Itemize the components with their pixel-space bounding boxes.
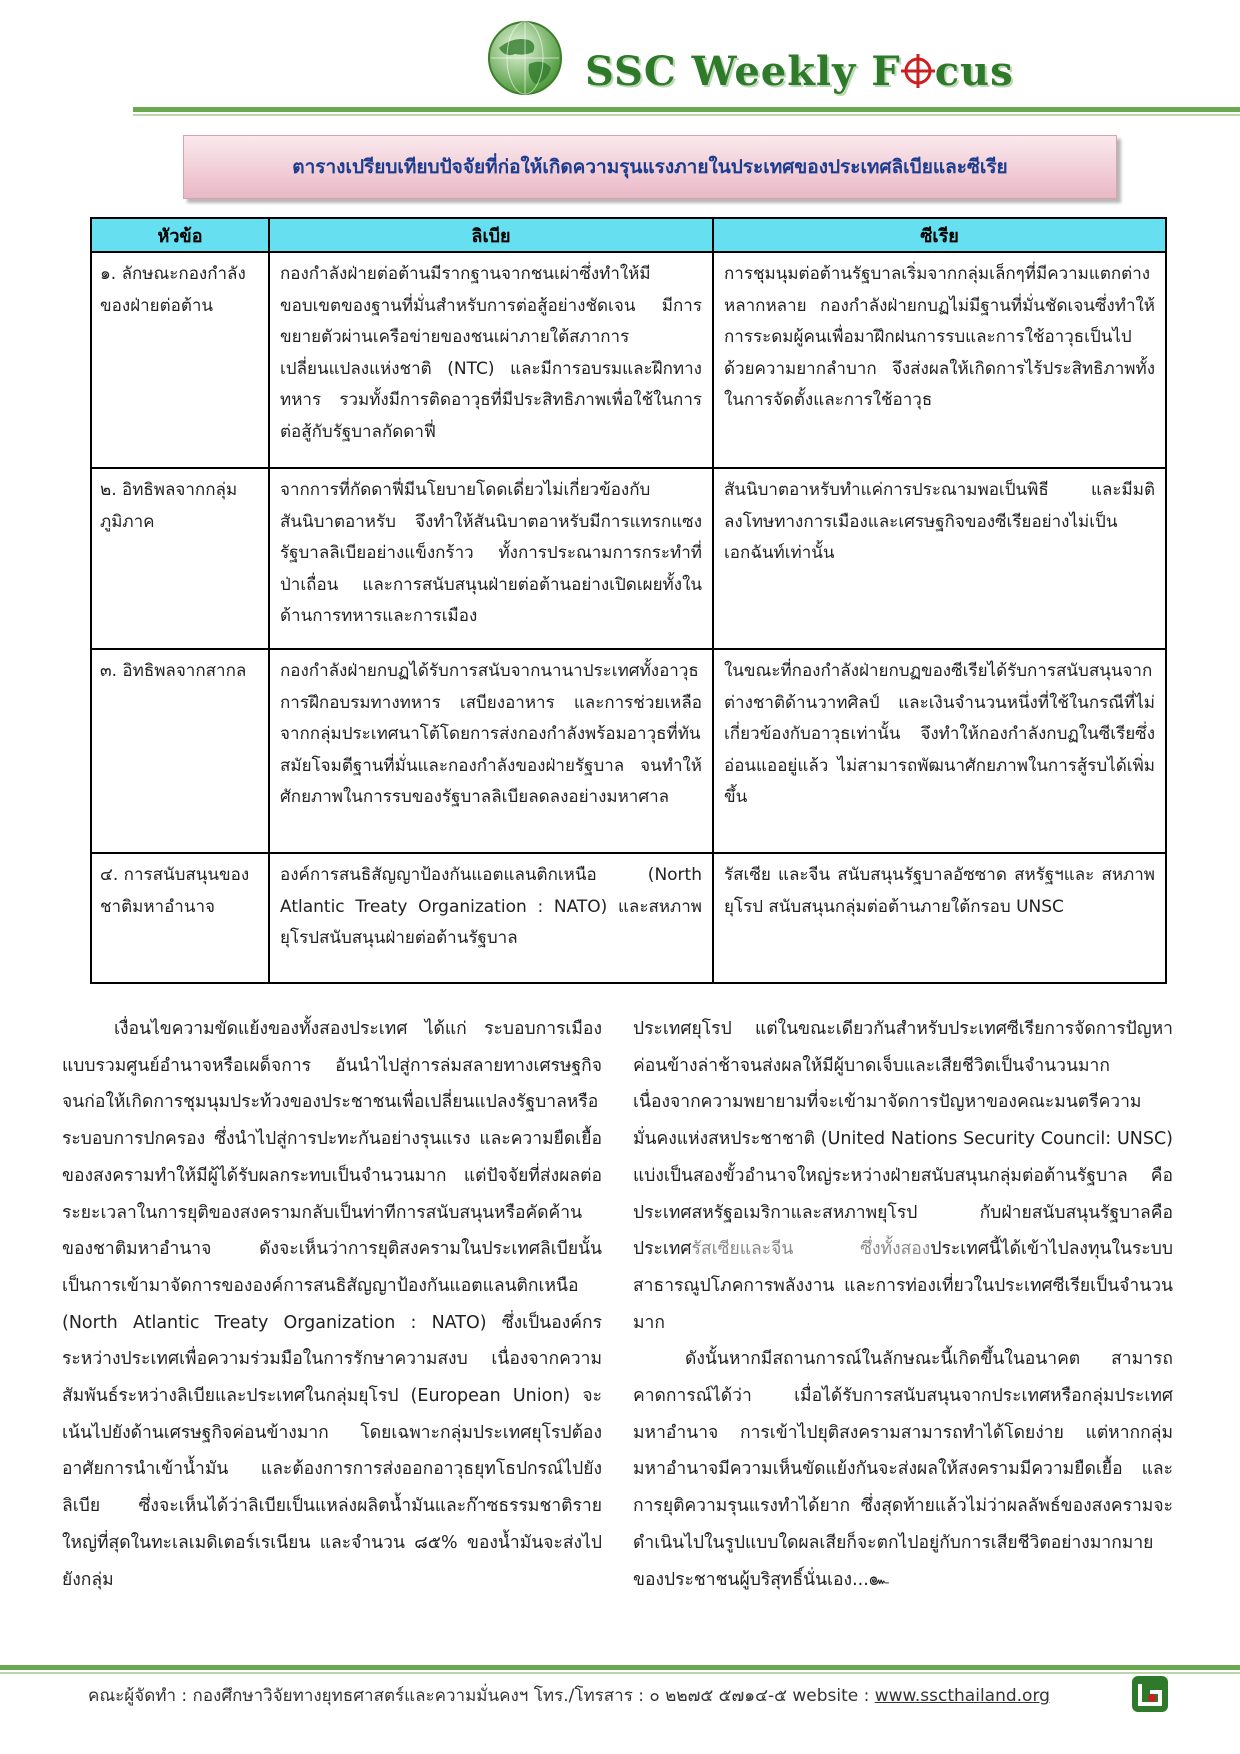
logo-title: SSC Weekly F cus [585, 48, 1014, 95]
footer-credits: คณะผู้จัดทำ : กองศึกษาวิจัยทางยุทธศาสตร์และความมั่นคงฯ โทร./โทรสาร : ๐ ๒๒๗๕ ๕๗๑๔-๕ website : [88, 1686, 875, 1706]
footer [88, 1682, 1128, 1709]
libya-cell: องค์การสนธิสัญญาป้องกันแอตแลนติกเหนือ (North Atlantic Treaty Organization : NATO) และสหภาพยุโรปสนับสนุนฝ่ายต่อต้านรัฐบาล [269, 853, 713, 983]
body-column-left [62, 1011, 602, 1651]
column-header-libya: ลิเบีย [269, 218, 713, 252]
table-row [91, 252, 1166, 468]
page-title: ตารางเปรียบเทียบปัจจัยที่ก่อให้เกิดความรุนแรงภายในประเทศของประเทศลิเบียและซีเรีย [292, 156, 1008, 178]
table-header-row [91, 218, 1166, 252]
body-paragraph: เงื่อนไขความขัดแย้งของทั้งสองประเทศ ได้แก่ ระบอบการเมืองแบบรวมศูนย์อำนาจหรือเผด็จการ อันนำไปสู่การล่มสลายทางเศรษฐกิจ จนก่อให้เกิดการชุมนุมประท้วงของประชาชนเพื่อเปลี่ยนแปลงรัฐบาลหรือระบอบการปกครอง ซึ่งนำไปสู่การปะทะกันอย่างรุนแรง และความยืดเยื้อของสงครามทำให้มีผู้ได้รับผลกระทบเป็นจำนวนมาก แต่ปัจจัยที่ส่งผลต่อระยะเวลาในการยุติของสงครามกลับเป็นท่าทีการสนับสนุนหรือคัดค้านของชาติมหาอำนาจ ดังจะเห็นว่าการยุติสงครามในประเทศลิเบียนั้น เป็นการเข้ามาจัดการขององค์การสนธิสัญญาป้องกันแอตแลนติกเหนือ (North Atlantic Treaty Organization : NATO) ซึ่งเป็นองค์กรระหว่างประเทศเพื่อความร่วมมือในการรักษาความสงบ เนื่องจากความสัมพันธ์ระหว่างลิเบียและประเทศในกลุ่มยุโรป (European Union) จะเน้นไปยังด้านเศรษฐกิจค่อนข้างมาก โดยเฉพาะกลุ่มประเทศยุโรปต้องอาศัยการนำเข้าน้ำมัน และต้องการการส่งออกอาวุธยุทโธปกรณ์ไปยังลิเบีย ซึ่งจะเห็นได้ว่าลิเบียเป็นแหล่งผลิตน้ำมันและก๊าซธรรมชาติรายใหญ่ที่สุดในทะเลเมดิเตอร์เรเนียน และจำนวน ๘๕% ของน้ำมันจะส่งไปยังกลุ่ม [62, 1019, 602, 1590]
highlighted-text: ซึ่งทั้งสอง [860, 1239, 931, 1260]
crosshair-icon [901, 54, 935, 88]
topic-cell: ๒. อิทธิพลจากกลุ่มภูมิภาค [91, 468, 269, 649]
footer-logo-icon [1130, 1674, 1170, 1714]
page-header [0, 0, 1240, 120]
syria-cell: การชุมนุมต่อต้านรัฐบาลเริ่มจากกลุ่มเล็กๆที่มีความแตกต่างหลากหลาย กองกำลังฝ่ายกบฏไม่มีฐานที่มั่นชัดเจนซึ่งทำให้การระดมผู้คนเพื่อมาฝึกฝนการรบและการใช้อาวุธเป็นไปด้วยความยากลำบาก จึงส่งผลให้เกิดการไร้ประสิทธิภาพทั้งในการจัดตั้งและการใช้อาวุธ [713, 252, 1166, 468]
highlighted-text: รัสเซียและจีน [691, 1239, 794, 1260]
libya-cell: จากการที่กัดดาฟี่มีนโยบายโดดเดี่ยวไม่เกี่ยวข้องกับสันนิบาตอาหรับ จึงทำให้สันนิบาตอาหรับมีการแทรกแซงรัฐบาลลิเบียอย่างแข็งกร้าว ทั้งการประณามการกระทำที่ป่าเถื่อน และการสนับสนุนฝ่ายต่อต้านอย่างเปิดเผยทั้งในด้านการทหารและการเมือง [269, 468, 713, 649]
libya-cell: กองกำลังฝ่ายกบฏได้รับการสนับจากนานาประเทศทั้งอาวุธ การฝึกอบรมทางทหาร เสบียงอาหาร และการช่วยเหลือจากกลุ่มประเทศนาโต้โดยการส่งกองกำลังพร้อมอาวุธที่ทันสมัยโจมตีฐานที่มั่นและกองกำลังของฝ่ายรัฐบาล จนทำให้ศักยภาพในการรบของรัฐบาลลิเบียลดลงอย่างมหาศาล [269, 649, 713, 853]
title-banner [183, 135, 1117, 199]
globe-logo-icon [485, 18, 565, 98]
topic-cell: ๔. การสนับสนุนของชาติมหาอำนาจ [91, 853, 269, 983]
header-divider-thin [133, 114, 1240, 116]
footer-divider-thin [0, 1672, 1240, 1674]
comparison-table [90, 217, 1167, 984]
footer-divider [0, 1665, 1240, 1670]
column-header-syria: ซีเรีย [713, 218, 1166, 252]
body-paragraph: ดังนั้นหากมีสถานการณ์ในลักษณะนี้เกิดขึ้นในอนาคต สามารถคาดการณ์ได้ว่า เมื่อได้รับการสนับสนุนจากประเทศหรือกลุ่มประเทศมหาอำนาจ การเข้าไปยุติสงครามสามารถทำได้โดยง่าย แต่หากกลุ่มมหาอำนาจมีความเห็นขัดแย้งกันจะส่งผลให้สงครามมีความยืดเยื้อ และการยุติความรุนแรงทำได้ยาก ซึ่งสุดท้ายแล้วไม่ว่าผลลัพธ์ของสงครามจะดำเนินไปในรูปแบบใดผลเสียก็จะตกไปอยู่กับการเสียชีวิตอย่างมากมายของประชาชนผู้บริสุทธิ์นั่นเอง...๛ [633, 1349, 1173, 1590]
topic-cell: ๓. อิทธิพลจากสากล [91, 649, 269, 853]
body-paragraph: ประเทศยุโรป แต่ในขณะเดียวกันสำหรับประเทศซีเรียการจัดการปัญหาค่อนข้างล่าช้าจนส่งผลให้มีผู้บาดเจ็บและเสียชีวิตเป็นจำนวนมาก เนื่องจากความพยายามที่จะเข้ามาจัดการปัญหาของคณะมนตรีความมั่นคงแห่งสหประชาชาติ (United Nations Security Council: UNSC) แบ่งเป็นสองขั้วอำนาจใหญ่ระหว่างฝ่ายสนับสนุนกลุ่มต่อต้านรัฐบาล คือประเทศสหรัฐอเมริกาและสหภาพยุโรป กับฝ่ายสนับสนุนรัฐบาลคือประเทศรัสเซียและจีน ซึ่งทั้งสองประเทศนี้ได้เข้าไปลงทุนในระบบสาธารณูปโภคการพลังงาน และการท่องเที่ยวในประเทศซีเรียเป็นจำนวนมาก [633, 1019, 1173, 1333]
table-row [91, 468, 1166, 649]
libya-cell: กองกำลังฝ่ายต่อต้านมีรากฐานจากชนเผ่าซึ่งทำให้มีขอบเขตของฐานที่มั่นสำหรับการต่อสู้อย่างชัดเจน มีการขยายตัวผ่านเครือข่ายของชนเผ่าภายใต้สภาการเปลี่ยนแปลงแห่งชาติ (NTC) และมีการอบรมและฝึกทางทหาร รวมทั้งมีการติดอาวุธที่มีประสิทธิภาพเพื่อใช้ในการต่อสู้กับรัฐบาลกัดดาฟี่ [269, 252, 713, 468]
body-column-right [633, 1011, 1173, 1651]
column-header-topic: หัวข้อ [91, 218, 269, 252]
topic-cell: ๑. ลักษณะกองกำลังของฝ่ายต่อต้าน [91, 252, 269, 468]
website-link[interactable]: www.sscthailand.org [874, 1686, 1050, 1706]
table-row [91, 853, 1166, 983]
table-row [91, 649, 1166, 853]
syria-cell: รัสเซีย และจีน สนับสนุนรัฐบาลอัซซาด สหรัฐฯและ สหภาพยุโรป สนับสนุนกลุ่มต่อต้านภายใต้กรอบ UNSC [713, 853, 1166, 983]
syria-cell: ในขณะที่กองกำลังฝ่ายกบฏของซีเรียได้รับการสนับสนุนจากต่างชาติด้านวาทศิลป์ และเงินจำนวนหนึ่งที่ใช้ในกรณีที่ไม่เกี่ยวข้องกับอาวุธเท่านั้น จึงทำให้กองกำลังกบฏในซีเรียซึ่งอ่อนแออยู่แล้ว ไม่สามารถพัฒนาศักยภาพในการสู้รบได้เพิ่มขึ้น [713, 649, 1166, 853]
header-divider [133, 107, 1240, 112]
syria-cell: สันนิบาตอาหรับทำแค่การประณามพอเป็นพิธี และมีมติลงโทษทางการเมืองและเศรษฐกิจของซีเรียอย่างไม่เป็นเอกฉันท์เท่านั้น [713, 468, 1166, 649]
